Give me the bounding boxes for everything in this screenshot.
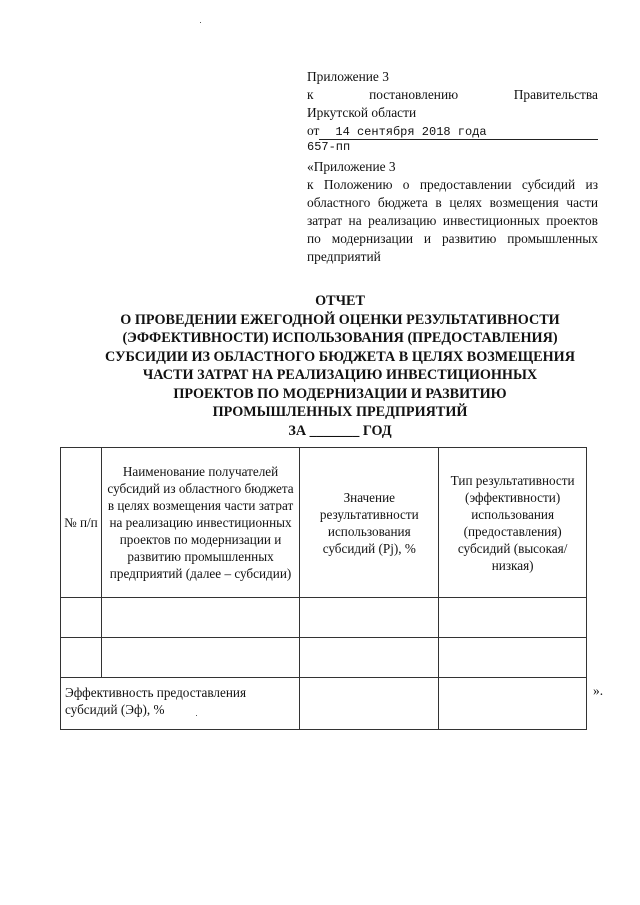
appendix-resolution-line: к постановлению Правительства	[307, 87, 598, 102]
inner-appendix-text: к Положению о предоставлении субсидий из областного бюджета в целях возмещения части затрат на реализацию инвестиционных проектов по модернизации и развитию промышленных предприятий	[307, 177, 598, 264]
appendix-date-line	[307, 122, 598, 140]
report-title: ОТЧЕТ О ПРОВЕДЕНИИ ЕЖЕГОДНОЙ ОЦЕНКИ РЕЗУЛЬТАТИВНОСТИ (ЭФФЕКТИВНОСТИ) ИСПОЛЬЗОВАНИЯ (ПРЕДОСТАВЛЕНИЯ) СУБСИДИИ ИЗ ОБЛАСТНОГО БЮДЖЕТА В ЦЕЛЯХ ВОЗМЕЩЕНИЯ ЧАСТИ ЗАТРАТ НА РЕАЛИЗАЦИЮ ИНВЕСТИЦИОННЫХ ПРОЕКТОВ ПО МОДЕРНИЗАЦИИ И РАЗВИТИЮ ПРОМЫШЛЕННЫХ ПРЕДПРИЯТИЙ ЗА _______ ГОД	[105, 293, 575, 439]
total-type-cell	[439, 678, 587, 730]
table-row	[61, 598, 587, 638]
table-cell	[300, 598, 439, 638]
scan-speck	[200, 22, 201, 23]
table-cell	[61, 638, 102, 678]
table-total-row	[61, 678, 587, 730]
table-cell	[439, 638, 587, 678]
date-value: 14 сентября 2018 года	[319, 125, 598, 140]
inner-appendix-title: «Приложение 3	[307, 159, 396, 174]
report-table	[60, 447, 587, 730]
table-row	[61, 638, 587, 678]
total-label-cell: Эффективность предоставления субсидий (Эф), %	[61, 678, 300, 730]
table-cell	[300, 638, 439, 678]
header-cell-type: Тип результативности (эффективности) использования (предоставления) субсидий (высокая/ низкая)	[439, 448, 587, 598]
table-cell	[61, 598, 102, 638]
closing-quote: ».	[593, 683, 604, 698]
appendix-title: Приложение 3	[307, 69, 389, 84]
total-value-cell	[300, 678, 439, 730]
resolution-number: 657-пп	[307, 140, 351, 154]
table-cell	[101, 638, 300, 678]
table-cell	[101, 598, 300, 638]
date-prefix: от	[307, 123, 320, 138]
table-header-row	[61, 448, 587, 598]
appendix-header	[307, 68, 598, 266]
header-cell-value: Значение результативности использования субсидий (Pj), %	[300, 448, 439, 598]
appendix-region: Иркутской области	[307, 105, 417, 120]
table-cell	[439, 598, 587, 638]
header-cell-recipient: Наименование получателей субсидий из областного бюджета в целях возмещения части затрат на реализацию инвестиционных проектов по модернизации и развитию промышленных предприятий (далее – субсидии)	[101, 448, 300, 598]
header-cell-number: № п/п	[61, 448, 102, 598]
